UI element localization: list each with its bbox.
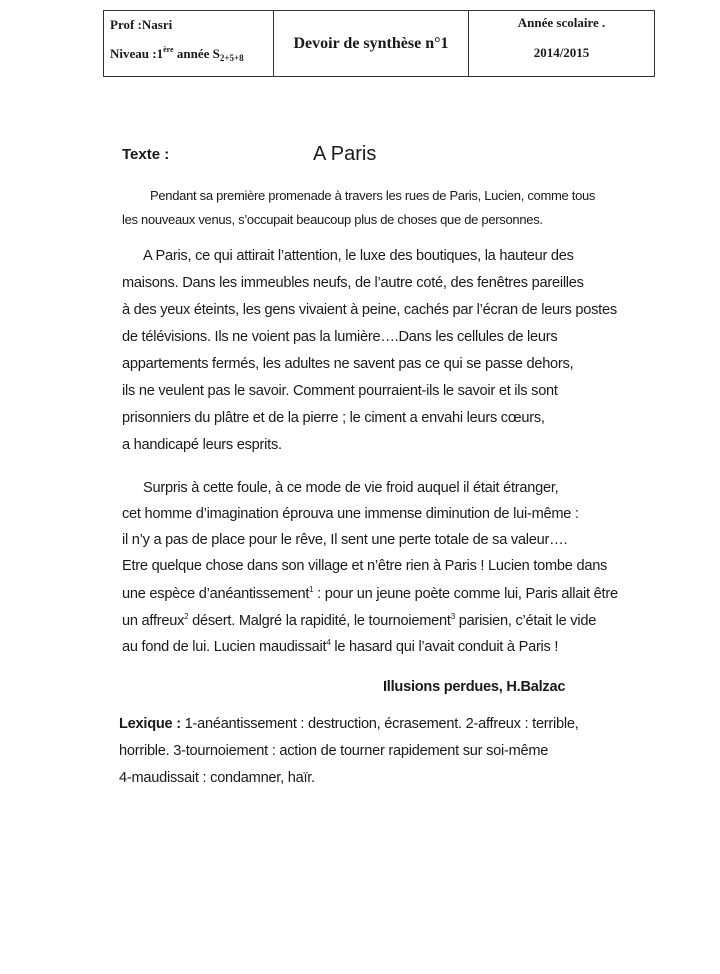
level-prefix: Niveau :1 [110,46,164,61]
text-segment: : pour un jeune poète comme lui, Paris allait être [313,585,618,602]
text-segment: Pendant sa première promenade à travers les rues de Paris, Lucien, comme tous [150,188,596,203]
lexique-text: 1-anéantissement : destruction, écrasement. 2-affreux : terrible, [180,716,579,732]
text-line [122,410,545,426]
text-segment: il n’y a pas de place pour le rêve, Il sent une perte totale de sa valeur…. [122,532,568,548]
attribution: Illusions perdues, H.Balzac [383,679,566,695]
text-segment: ils ne veulent pas le savoir. Comment pourraient-ils le savoir et ils sont [122,383,558,399]
text-segment: un affreux [122,612,185,629]
text-segment: parisien, c’était le vide [454,612,597,629]
lexique-line: 4-maudissait : condamner, haïr. [119,770,315,786]
text-line [122,558,607,574]
level-sub: 2+5+8 [219,53,244,63]
text-line [122,383,558,399]
header-table [103,10,655,77]
text-line [122,506,579,522]
text-segment: prisonniers du plâtre et de la pierre ; le ciment a envahi leurs cœurs, [122,410,545,426]
text-line [122,356,573,372]
text-segment: de télévisions. Ils ne voient pas la lumière….Dans les cellules de leurs [122,329,558,345]
text-line [122,437,282,453]
text-line [122,275,584,291]
lexique-line: horrible. 3-tournoiement : action de tourner rapidement sur soi-même [119,743,549,759]
text-title: A Paris [313,143,377,165]
footnote-marker: 3 [450,612,455,621]
lexique-line [119,716,579,732]
text-line [122,532,567,548]
level-sup: ère [163,45,174,54]
level-mid: année S [173,46,220,61]
text-line [122,212,543,227]
text-segment: appartements fermés, les adultes ne savent pas ce qui se passe dehors, [122,356,574,372]
text-line [143,248,574,264]
level [110,45,273,73]
text-line [122,638,558,655]
footnote-marker: 4 [326,638,331,647]
text-line [143,480,558,496]
text-segment: désert. Malgré la rapidité, le tournoiement [188,612,451,629]
text-line [150,188,595,203]
text-segment: à des yeux éteints, les gens vivaient à peine, cachés par l’écran de leurs postes [122,302,617,318]
text-segment: au fond de lui. Lucien maudissait [122,638,327,655]
text-segment: une espèce d’anéantissement [122,585,310,602]
header-teacher-cell [104,11,274,76]
text-line [122,302,617,318]
text-line [122,612,596,629]
text-segment: Etre quelque chose dans son village et n’être rien à Paris ! Lucien tombe dans [122,558,608,574]
text-line [122,329,557,345]
header-year-cell [469,11,654,76]
footnote-marker: 1 [309,585,314,594]
text-segment: cet homme d’imagination éprouva une immense diminution de lui-même : [122,506,579,522]
text-segment: A Paris, ce qui attirait l’attention, le luxe des boutiques, la hauteur des [143,248,574,264]
text-segment: a handicapé leurs esprits. [122,437,282,453]
text-segment: Surpris à cette foule, à ce mode de vie froid auquel il était étranger, [143,480,559,496]
text-segment: les nouveaux venus, s’occupait beaucoup plus de choses que de personnes. [122,212,543,227]
lexique-label: Lexique : [119,716,181,732]
text-line [122,585,618,602]
text-label: Texte : [122,146,170,163]
footnote-marker: 2 [184,612,189,621]
school-year: 2014/2015 [533,45,590,60]
text-segment: maisons. Dans les immeubles neufs, de l’autre coté, des fenêtres pareilles [122,275,584,291]
text-segment: le hasard qui l’avait conduit à Paris ! [330,638,559,655]
year-label: Année scolaire . [517,15,606,30]
teacher-name: Prof :Nasri [110,17,173,32]
exam-title: Devoir de synthèse n°1 [274,11,469,76]
